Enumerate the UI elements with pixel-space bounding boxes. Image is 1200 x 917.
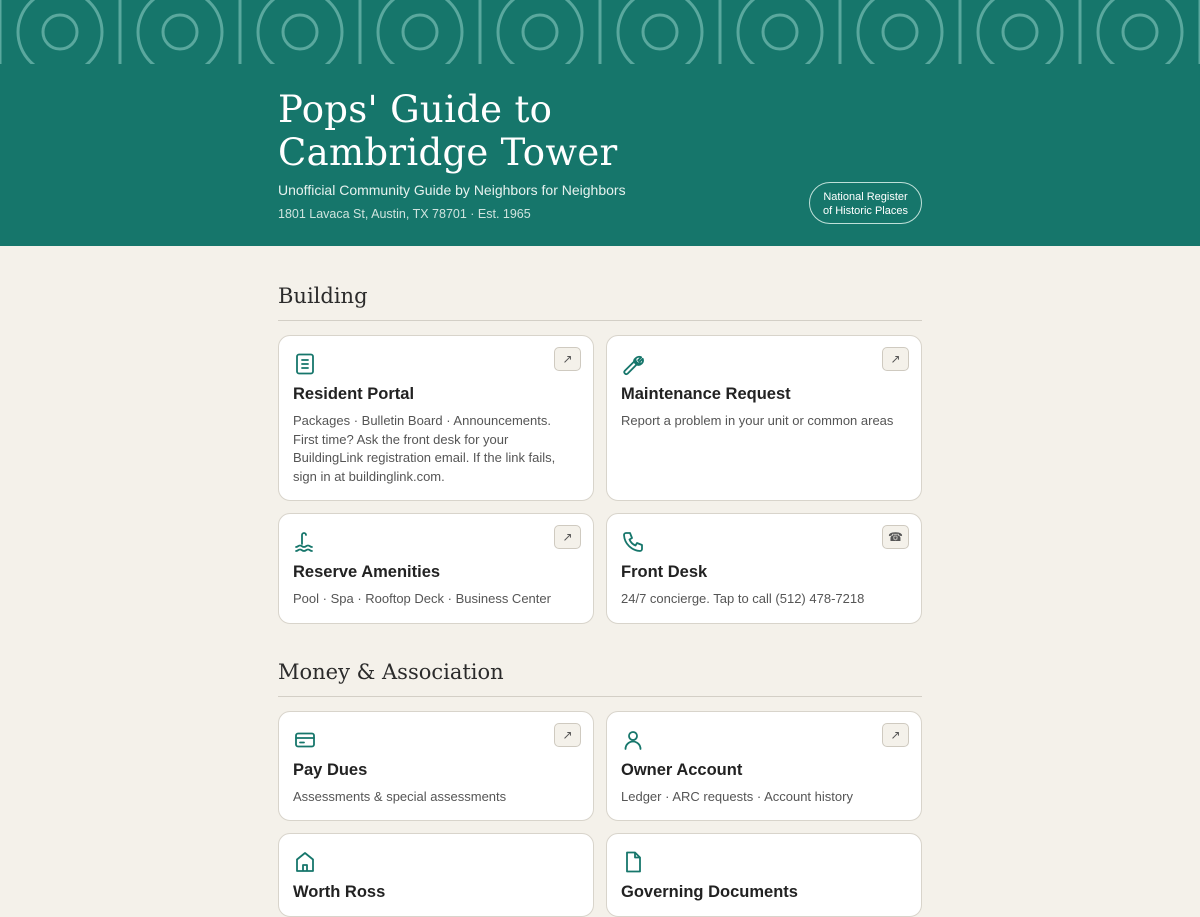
external-link-button[interactable]: ↗ bbox=[882, 347, 909, 371]
card-resident-portal[interactable] bbox=[278, 335, 594, 501]
card-title: Pay Dues bbox=[293, 761, 579, 780]
home-icon bbox=[293, 850, 317, 874]
card-description: Report a problem in your unit or common areas bbox=[621, 412, 907, 431]
call-button[interactable]: ☎ bbox=[882, 525, 909, 549]
card-governing-documents[interactable] bbox=[606, 833, 922, 917]
card-maintenance-request[interactable] bbox=[606, 335, 922, 501]
money-card-grid bbox=[278, 711, 922, 917]
external-link-button[interactable]: ↗ bbox=[554, 723, 581, 747]
hero-banner bbox=[0, 0, 1200, 246]
card-description: Ledger · ARC requests · Account history bbox=[621, 788, 907, 807]
building-card-grid bbox=[278, 335, 922, 624]
card-title: Maintenance Request bbox=[621, 385, 907, 404]
page-title-line1: Pops' Guide to bbox=[278, 88, 552, 131]
card-title: Owner Account bbox=[621, 761, 907, 780]
external-link-button[interactable]: ↗ bbox=[554, 347, 581, 371]
card-title: Front Desk bbox=[621, 563, 907, 582]
section-title-money-association: Money & Association bbox=[278, 660, 922, 697]
page-title bbox=[278, 88, 922, 174]
card-owner-account[interactable] bbox=[606, 711, 922, 822]
phone-icon bbox=[621, 530, 645, 554]
external-link-button[interactable]: ↗ bbox=[882, 723, 909, 747]
card-title: Governing Documents bbox=[621, 883, 907, 902]
credit-card-icon bbox=[293, 728, 317, 752]
address-line: 1801 Lavaca St, Austin, TX 78701 · Est. 1965 bbox=[278, 207, 922, 221]
user-icon bbox=[621, 728, 645, 752]
external-link-button[interactable]: ↗ bbox=[554, 525, 581, 549]
decorative-pattern bbox=[0, 0, 1200, 64]
badge-line2: of Historic Places bbox=[810, 204, 921, 218]
card-description: 24/7 concierge. Tap to call (512) 478-7218 bbox=[621, 590, 907, 609]
file-icon bbox=[621, 850, 645, 874]
badge-line1: National Register bbox=[810, 190, 921, 204]
card-worth-ross[interactable] bbox=[278, 833, 594, 917]
wrench-icon bbox=[621, 352, 645, 376]
main-content bbox=[278, 246, 922, 917]
card-description: Packages · Bulletin Board · Announcements. First time? Ask the front desk for your BuildingLink registration email. If the link fails, sign in at buildinglink.com. bbox=[293, 412, 579, 486]
card-reserve-amenities[interactable] bbox=[278, 513, 594, 624]
card-front-desk[interactable] bbox=[606, 513, 922, 624]
card-description: Assessments & special assessments bbox=[293, 788, 579, 807]
card-title: Reserve Amenities bbox=[293, 563, 579, 582]
card-title: Worth Ross bbox=[293, 883, 579, 902]
section-title-building: Building bbox=[278, 284, 922, 321]
card-pay-dues[interactable] bbox=[278, 711, 594, 822]
historic-register-badge bbox=[809, 182, 922, 224]
document-list-icon bbox=[293, 352, 317, 376]
page-subtitle: Unofficial Community Guide by Neighbors for Neighbors bbox=[278, 182, 922, 198]
card-title: Resident Portal bbox=[293, 385, 579, 404]
pool-ladder-icon bbox=[293, 530, 317, 554]
page-title-line2: Cambridge Tower bbox=[278, 131, 618, 174]
card-description: Pool · Spa · Rooftop Deck · Business Center bbox=[293, 590, 579, 609]
